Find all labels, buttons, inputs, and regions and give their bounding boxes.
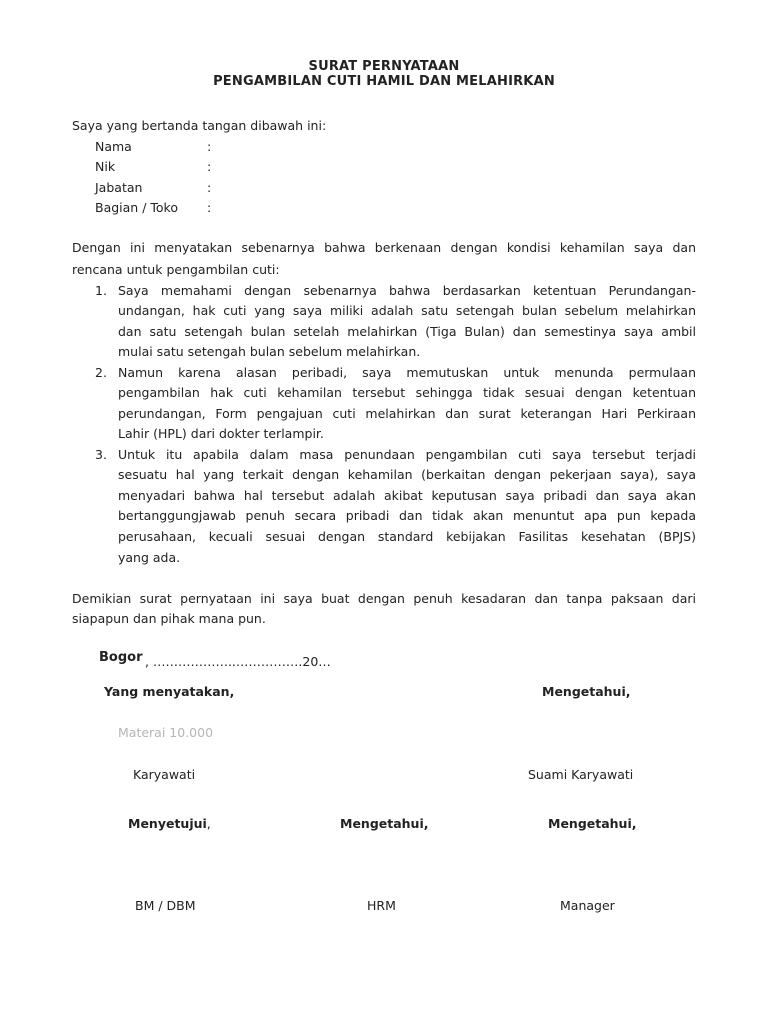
sig-yang-menyatakan: Yang menyatakan, xyxy=(104,684,235,699)
sig-karyawati: Karyawati xyxy=(133,767,196,782)
statement-line: rencana untuk pengambilan cuti: xyxy=(72,262,280,277)
place-name: Bogor xyxy=(99,650,143,665)
item-line: Namun karena alasan peribadi, saya memutuskan untuk menunda permulaan xyxy=(118,365,696,380)
field-colon: : xyxy=(207,159,212,174)
materai-placeholder: Materai 10.000 xyxy=(118,725,214,740)
sig-manager: Manager xyxy=(560,898,615,913)
sig-menyetujui-label: Menyetujui xyxy=(128,816,207,831)
field-colon: : xyxy=(207,180,212,195)
closing-line: siapapun dan pihak mana pun. xyxy=(72,611,266,626)
sig-bm-dbm: BM / DBM xyxy=(135,898,196,913)
sig-hrm: HRM xyxy=(367,898,396,913)
field-label-bagian-toko: Bagian / Toko xyxy=(95,200,178,215)
item-number: 2. xyxy=(95,365,107,380)
field-colon: : xyxy=(207,200,212,215)
sig-mengetahui-manager: Mengetahui, xyxy=(548,816,637,831)
title-line-2: PENGAMBILAN CUTI HAMIL DAN MELAHIRKAN xyxy=(213,74,555,89)
field-label-nik: Nik xyxy=(95,159,116,174)
statement-line: Dengan ini menyatakan sebenarnya bahwa berkenaan dengan kondisi kehamilan saya dan xyxy=(72,240,696,255)
item-line: perundangan, Form pengajuan cuti melahirkan dan surat keterangan Hari Perkiraan xyxy=(118,406,696,421)
item-line: yang ada. xyxy=(118,550,181,565)
sig-mengetahui-hrm: Mengetahui, xyxy=(340,816,429,831)
date-line: , ………………..…………….20… xyxy=(145,654,331,669)
item-line: undangan, hak cuti yang saya miliki adalah satu setengah bulan sebelum melahirkan xyxy=(118,303,696,318)
closing-line: Demikian surat pernyataan ini saya buat dengan penuh kesadaran dan tanpa paksaan dari xyxy=(72,591,696,606)
item-number: 1. xyxy=(95,283,107,298)
item-line: pengambilan hak cuti kehamilan tersebut sehingga tidak sesuai dengan ketentuan xyxy=(118,385,696,400)
field-label-jabatan: Jabatan xyxy=(95,180,143,195)
item-line: mulai satu setengah bulan sebelum melahirkan. xyxy=(118,344,421,359)
sig-menyetujui-comma: , xyxy=(206,816,211,831)
item-line: sesuatu hal yang terkait dengan kehamilan (berkaitan dengan pekerjaan saya), saya xyxy=(118,467,696,482)
field-colon: : xyxy=(207,139,212,154)
item-line: dan satu setengah bulan setelah melahirkan (Tiga Bulan) dan semestinya saya ambil xyxy=(118,324,696,339)
item-number: 3. xyxy=(95,447,107,462)
item-line: bertanggungjawab penuh secara pribadi dan tidak akan menuntut apa pun kepada xyxy=(118,508,696,523)
item-line: Untuk itu apabila dalam masa penundaan pengambilan cuti saya tersebut terjadi xyxy=(118,447,696,462)
sig-menyetujui xyxy=(128,816,211,831)
item-line: perusahaan, kecuali sesuai dengan standard kebijakan Fasilitas kesehatan (BPJS) xyxy=(118,529,696,544)
item-line: Saya memahami dengan sebenarnya bahwa berdasarkan ketentuan Perundangan- xyxy=(118,283,696,298)
item-line: menyadari bahwa hal tersebut adalah akibat keputusan saya pribadi dan saya akan xyxy=(118,488,696,503)
sig-mengetahui: Mengetahui, xyxy=(542,684,631,699)
sig-suami-karyawati: Suami Karyawati xyxy=(528,767,634,782)
item-line: Lahir (HPL) dari dokter terlampir. xyxy=(118,426,324,441)
title-line-1: SURAT PERNYATAAN xyxy=(308,59,460,74)
field-label-nama: Nama xyxy=(95,139,132,154)
intro-text: Saya yang bertanda tangan dibawah ini: xyxy=(72,118,327,133)
